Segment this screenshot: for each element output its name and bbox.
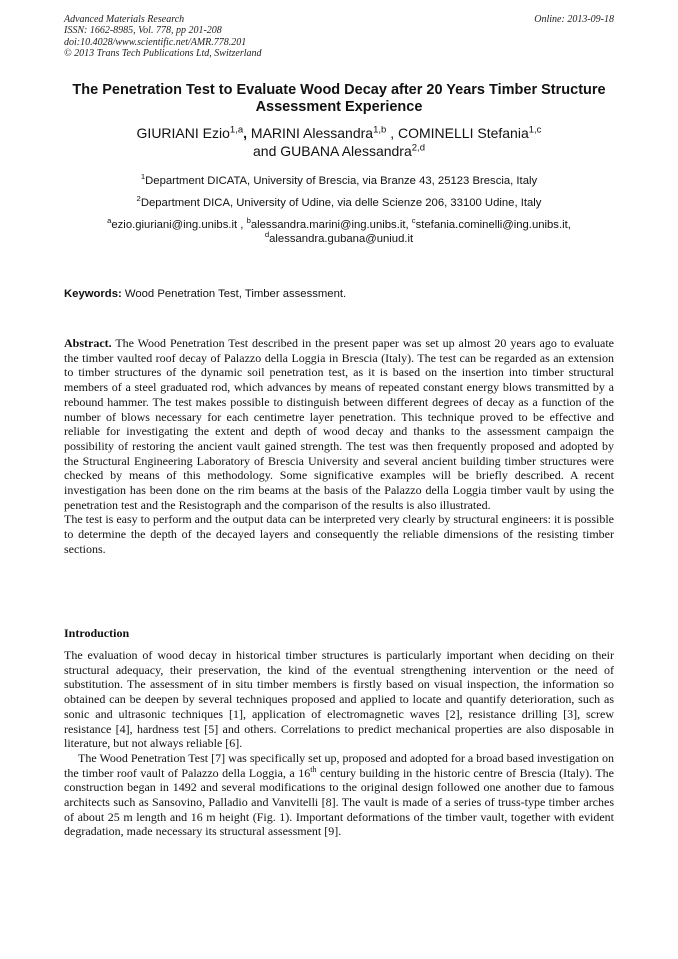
journal-header: [64, 14, 614, 60]
email-d[interactable]: alessandra.gubana@uniud.it: [269, 233, 414, 245]
online-date: Online: 2013-09-18: [534, 14, 614, 25]
journal-name: Advanced Materials Research: [64, 14, 185, 25]
abstract-label: Abstract.: [64, 336, 112, 350]
author-cominelli: COMINELLI Stefania: [398, 125, 529, 141]
issn-line: ISSN: 1662-8985, Vol. 778, pp 201-208: [64, 25, 222, 37]
email-b[interactable]: alessandra.marini@ing.unibs.it,: [250, 219, 409, 231]
keywords-text: Wood Penetration Test, Timber assessment.: [124, 288, 347, 300]
abstract: [64, 336, 614, 557]
author-gubana-affil: 2,d: [411, 142, 425, 154]
keywords-label: Keywords:: [64, 288, 122, 300]
author-marini: MARINI Alessandra: [250, 125, 374, 141]
introduction-heading: Introduction: [64, 626, 130, 640]
copyright-line: © 2013 Trans Tech Publications Ltd, Switzerland: [64, 48, 262, 60]
email-c[interactable]: stefania.cominelli@ing.unibs.it,: [415, 219, 571, 231]
paper-title: The Penetration Test to Evaluate Wood Decay after 20 Years Timber Structure Assessment Experience: [72, 82, 606, 115]
affiliation-1: $^1$Department DICATA, University of Brescia, via Branze 43, 25123 Brescia, Italy: [140, 172, 538, 187]
abstract-paragraph-2: The test is easy to perform and the output data can be interpreted very clearly by structural engineers: it is possible to determine the depth of the decayed layers and consequently the reliable dimensions of the resisting timber sections.: [64, 512, 614, 556]
affiliation-2: $^2$Department DICA, University of Udine, via delle Scienze 206, 33100 Udine, Italy: [136, 194, 542, 209]
author-and: and: [253, 143, 277, 159]
abstract-paragraph-1: Abstract. The Wood Penetration Test described in the present paper was set up almost 20 years ago to evaluate the timber vaulted roof decay of Palazzo della Loggia in Brescia (Italy). The test can be regarded as an extension to timber structures of the dynamic soil penetration test, as it is based on the insertion into timber structural members of a steel graduated rod, which advances by means of repeated constant energy blows transmitted by a rebound hammer. The test makes possible to distinguish between different degrees of decay as a function of the number of blows necessary for each centimetre layer penetration. This technique proved to be effective and reliable for investigating the extent and depth of wood decay and thanks to the assessment campaign the possibility of restoring the ancient vault gained strength. The test was then frequently proposed and adopted by the Structural Engineering Laboratory of Brescia University and several ancient building timber structures were checked by means of this methodology. Some significative examples will be briefly described. A recent investigation has been done on the rim beams at the basis of the Palazzo della Loggia timber vault by using the penetration test and the Resistograph and the comparison of the results is also illustrated.: [64, 336, 614, 512]
affiliations: [64, 174, 614, 254]
author-list: GIURIANI Ezio$^{1,a}$, MARINI Alessandra$^{1,b}$ , COMINELLI Stefania$^{1,c}$ and GUBANA Alessandra$^{2,d}$: [136, 124, 542, 159]
emails: $^a$ezio.giuriani@ing.unibs.it , $^b$alessandra.marini@ing.unibs.it, $^c$stefania.cominelli@ing.unibs.it, $^d$alessandra.gubana@uniud.it: [107, 216, 571, 245]
author-cominelli-affil: 1,c: [528, 124, 542, 136]
author-giuriani-affil: 1,a: [229, 124, 244, 136]
introduction-paragraph-1: The evaluation of wood decay in historical timber structures is particularly important when deciding on their structural adequacy, their preservation, the kind of the eventual strengthening intervention or the need of substitution. The assessment of in situ timber members is firstly based on visual inspection, the information so obtained can be deepen by several techniques proposed and applied to locate and quantify deterioration, such as sonic and ultrasonic techniques [1], application of electromagnetic waves [2], resistance drilling [3], screw resistance [4], hardness test [5] and others. Correlations to predict mechanical properties are also disposable in literature, but not always reliable [6].: [64, 648, 614, 751]
author-marini-affil: 1,b: [373, 124, 387, 136]
email-a[interactable]: ezio.giuriani@ing.unibs.it ,: [111, 219, 244, 231]
keywords: [64, 288, 614, 300]
doi-line: doi:10.4028/www.scientific.net/AMR.778.201: [64, 36, 247, 48]
introduction-body: [64, 648, 614, 839]
introduction-paragraph-2: The Wood Penetration Test [7] was specifically set up, proposed and adopted for a broad based investigation on the timber roof vault of Palazzo della Loggia, a 16th century building in the historic centre of Brescia (Italy). The construction began in 1492 and several modifications to the original design followed one another due to famous architects such as Sansovino, Palladio and Vanvitelli [8]. The vault is made of a series of truss-type timber arches of about 25 m length and 16 m height (Fig. 1). Important deformations of the timber vault, together with evident degradation, made necessary its structural assessment [9].: [64, 750, 614, 839]
author-gubana: GUBANA Alessandra: [280, 143, 412, 159]
author-giuriani: GIURIANI Ezio: [136, 125, 230, 141]
